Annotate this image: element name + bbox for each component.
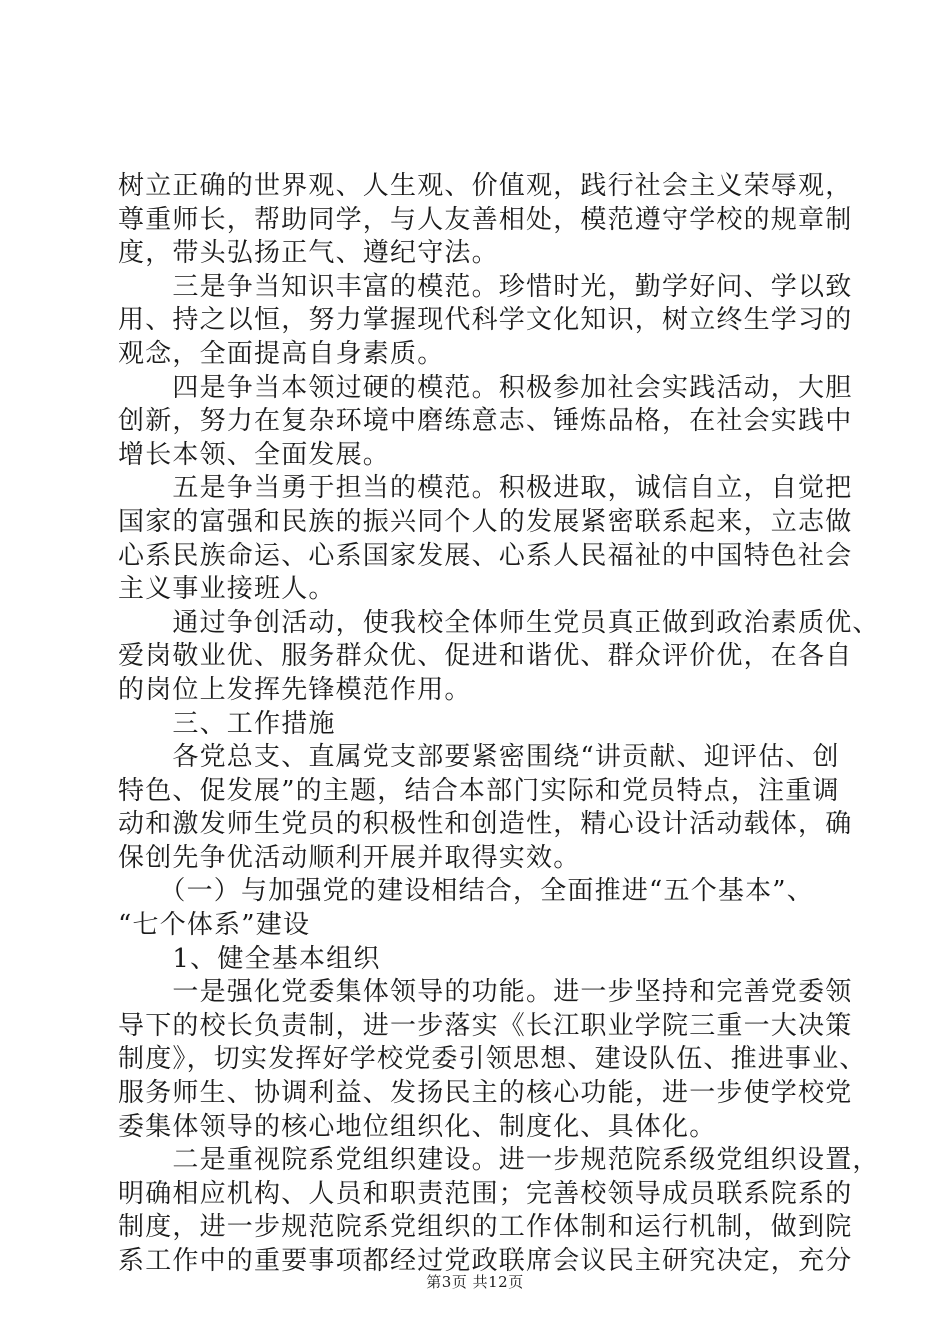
text-line: 制度》，切实发挥好学校党委引领思想、建设队伍、推进事业、 bbox=[118, 1044, 867, 1075]
text-line: 的岗位上发挥先锋模范作用。 bbox=[118, 674, 472, 705]
text-line: 五是争当勇于担当的模范。积极进取，诚信自立，自觉把 bbox=[118, 473, 853, 504]
text-line: 四是争当本领过硬的模范。积极参加社会实践活动，大胆 bbox=[118, 372, 853, 403]
text-line: 国家的富强和民族的振兴同个人的发展紧密联系起来，立志做 bbox=[118, 506, 853, 537]
text-line: 创新，努力在复杂环境中磨练意志、锤炼品格，在社会实践中 bbox=[118, 406, 853, 437]
text-line: 特色、促发展”的主题，结合本部门实际和党员特点，注重调 bbox=[118, 775, 840, 806]
text-line: 一是强化党委集体领导的功能。进一步坚持和完善党委领 bbox=[118, 977, 853, 1008]
text-line: 1、健全基本组织 bbox=[118, 943, 381, 974]
text-line: 树立正确的世界观、人生观、价值观，践行社会主义荣辱观， bbox=[118, 171, 853, 201]
text-line: 系工作中的重要事项都经过党政联席会议民主研究决定，充分 bbox=[118, 1246, 853, 1276]
text-line: 制度，进一步规范院系党组织的工作体制和运行机制，做到院 bbox=[118, 1212, 853, 1243]
text-line: 通过争创活动，使我校全体师生党员真正做到政治素质优、 bbox=[118, 607, 880, 638]
text-line: 心系民族命运、心系国家发展、心系人民福祉的中国特色社会 bbox=[118, 540, 853, 571]
text-line: 动和激发师生党员的积极性和创造性，精心设计活动载体，确 bbox=[118, 809, 853, 840]
text-line: 明确相应机构、人员和职责范围；完善校领导成员联系院系的 bbox=[118, 1178, 853, 1209]
text-line: 服务师生、协调利益、发扬民主的核心功能，进一步使学校党 bbox=[118, 1078, 853, 1109]
text-line: 爱岗敬业优、服务群众优、促进和谐优、群众评价优，在各自 bbox=[118, 641, 853, 672]
text-line: 导下的校长负责制，进一步落实《长江职业学院三重一大决策 bbox=[118, 1010, 853, 1041]
text-line: 三、工作措施 bbox=[118, 708, 336, 739]
text-line: 各党总支、直属党支部要紧密围绕“讲贡献、迎评估、创 bbox=[118, 742, 840, 773]
text-line: 度，带头弘扬正气、遵纪守法。 bbox=[118, 238, 499, 269]
text-line: 主义事业接班人。 bbox=[118, 574, 336, 605]
text-line: 观念，全面提高自身素质。 bbox=[118, 338, 445, 369]
page-footer: 第3页 共12页 bbox=[426, 1273, 524, 1291]
text-line: 尊重师长，帮助同学，与人友善相处，模范遵守学校的规章制 bbox=[118, 204, 853, 235]
text-line: 用、持之以恒，努力掌握现代科学文化知识，树立终生学习的 bbox=[118, 305, 853, 336]
text-line: “七个体系”建设 bbox=[118, 910, 311, 941]
body-text bbox=[118, 170, 880, 1279]
text-line: 保创先争优活动顺利开展并取得实效。 bbox=[118, 842, 581, 873]
text-line: 三是争当知识丰富的模范。珍惜时光，勤学好问、学以致 bbox=[118, 271, 853, 302]
text-line: 委集体领导的核心地位组织化、制度化、具体化。 bbox=[118, 1111, 717, 1142]
text-line: （一）与加强党的建设相结合，全面推进“五个基本”、 bbox=[118, 876, 814, 907]
text-line: 二是重视院系党组织建设。进一步规范院系级党组织设置， bbox=[118, 1145, 880, 1176]
text-line: 增长本领、全面发展。 bbox=[118, 439, 391, 470]
